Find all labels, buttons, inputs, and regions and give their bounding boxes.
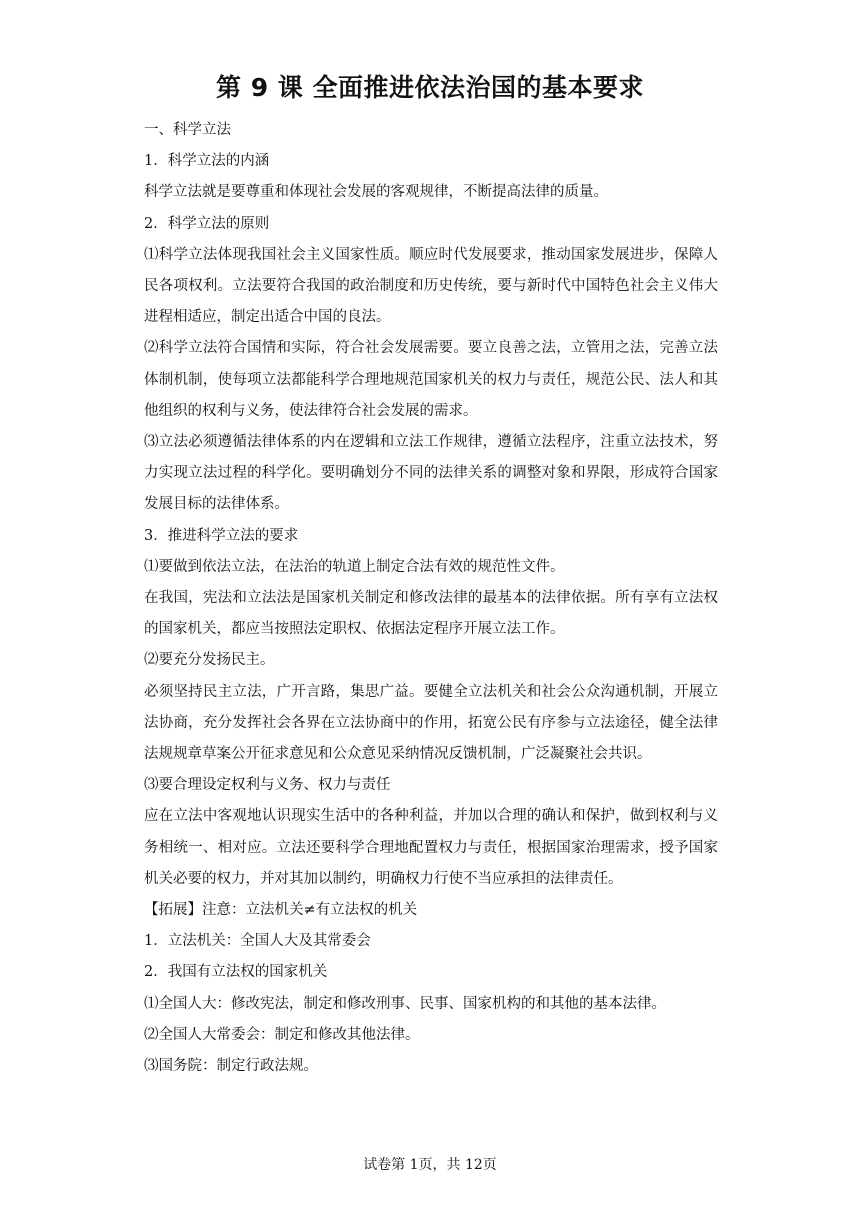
paragraph: ⑵全国人大常委会：制定和修改其他法律。 xyxy=(144,1026,420,1043)
paragraph: 2．我国有立法权的国家机关 xyxy=(144,964,328,981)
subheading: 2．科学立法的原则 xyxy=(144,215,270,232)
paragraph: ⑶要合理设定权利与义务、权力与责任 xyxy=(144,777,391,794)
paragraph: 科学立法就是要尊重和体现社会发展的客观规律，不断提高法律的质量。 xyxy=(144,184,608,201)
paragraph: 应在立法中客观地认识现实生活中的各种利益，并加以合理的确认和保护，做到权利与义务相统一、相对应。立法还要科学合理地配置权力与责任，根据国家治理需求，授予国家机关必要的权力，并对其加以制约，明确权力行使不当应承担的法律责任。 xyxy=(144,808,718,887)
paragraph: ⑴科学立法体现我国社会主义国家性质。顺应时代发展要求，推动国家发展进步，保障人民各项权利。立法要符合我国的政治制度和历史传统，要与新时代中国特色社会主义伟大进程相适应，制定出适合中国的良法。 xyxy=(144,246,718,326)
subheading: 3．推进科学立法的要求 xyxy=(144,527,299,544)
paragraph: ⑴全国人大：修改宪法，制定和修改刑事、民事、国家机构的和其他的基本法律。 xyxy=(144,995,666,1012)
paragraph: 在我国，宪法和立法法是国家机关制定和修改法律的最基本的法律依据。所有享有立法权的国家机关，都应当按照法定职权、依据法定程序开展立法工作。 xyxy=(144,590,718,638)
document-body xyxy=(144,115,718,1082)
subheading: 1．科学立法的内涵 xyxy=(144,153,270,170)
paragraph: 1．立法机关：全国人大及其常委会 xyxy=(144,933,371,950)
extension-note: 【拓展】注意：立法机关≠有立法权的机关 xyxy=(144,902,418,919)
paragraph: ⑶立法必须遵循法律体系的内在逻辑和立法工作规律，遵循立法程序，注重立法技术，努力实现立法过程的科学化。要明确划分不同的法律关系的调整对象和界限，形成符合国家发展目标的法律体系。 xyxy=(144,434,718,513)
page-footer: 试卷第 1页，共 12页 xyxy=(363,1157,497,1173)
paragraph: ⑵要充分发扬民主。 xyxy=(144,652,275,669)
paragraph: ⑶国务院：制定行政法规。 xyxy=(144,1058,318,1075)
paragraph: 必须坚持民主立法，广开言路，集思广益。要健全立法机关和社会公众沟通机制，开展立法协商，充分发挥社会各界在立法协商中的作用，拓宽公民有序参与立法途径，健全法律法规规章草案公开征求意见和公众意见采纳情况反馈机制，广泛凝聚社会共识。 xyxy=(144,683,718,763)
section-heading: 一、科学立法 xyxy=(144,122,231,138)
paragraph: ⑵科学立法符合国情和实际，符合社会发展需要。要立良善之法，立管用之法，完善立法体制机制，使每项立法都能科学合理地规范国家机关的权力与责任，规范公民、法人和其他组织的权利与义务，使法律符合社会发展的需求。 xyxy=(144,340,718,419)
paragraph: ⑴要做到依法立法，在法治的轨道上制定合法有效的规范性文件。 xyxy=(144,558,565,575)
page-title: 第 9 课 全面推进依法治国的基本要求 xyxy=(215,73,644,102)
